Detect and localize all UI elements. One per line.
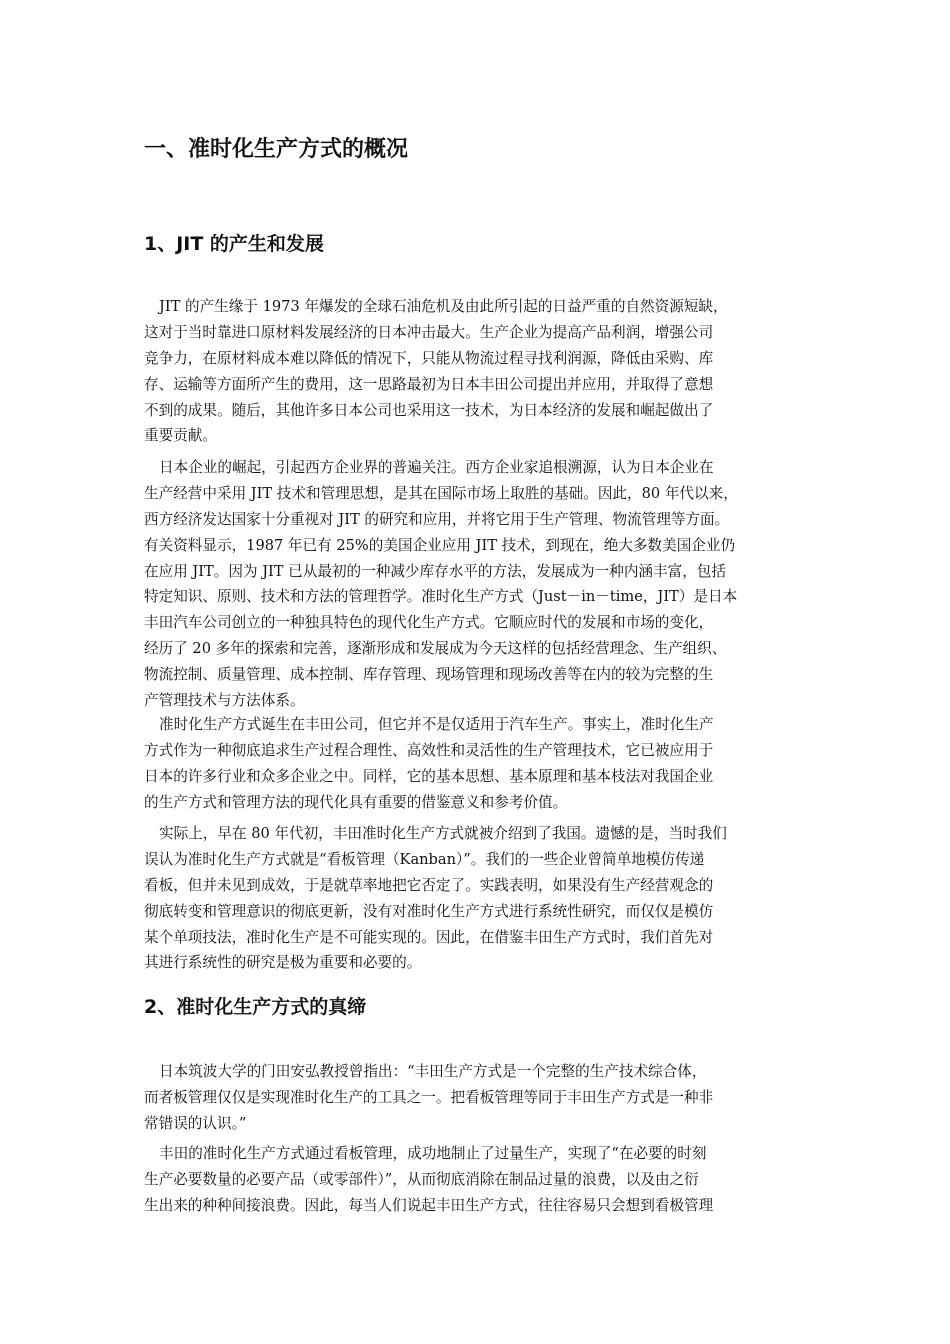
paragraph-monden-quote	[144, 1059, 824, 1137]
section-heading-jit-overview: 一、准时化生产方式的概况	[144, 137, 409, 162]
paragraph-toyota-applicability	[144, 712, 824, 816]
text-line: 有关资料显示，1987 年已有 25%的美国企业应用 JIT 技术，到现在，绝大多数美国企业仍	[144, 536, 736, 554]
text-line: 日本企业的崛起，引起西方企业界的普遍关注。西方企业家追根溯源，认为日本企业在	[159, 459, 714, 476]
text-line: 竞争力，在原材料成本难以降低的情况下，只能从物流过程寻找利润源，降低由采购、库	[144, 349, 714, 367]
text-line: 丰田的准时化生产方式通过看板管理，成功地制止了过量生产，实现了“在必要的时刻	[159, 1145, 707, 1162]
text-line: 某个单项技法，准时化生产是不可能实现的。因此，在借鉴丰田生产方式时，我们首先对	[144, 928, 714, 946]
text-line: 的生产方式和管理方法的现代化具有重要的借鉴意义和参考价值。	[144, 793, 568, 811]
text-line: 经历了 20 多年的探索和完善，逐渐形成和发展成为今天这样的包括经营理念、生产组织、	[144, 640, 727, 658]
text-line: JIT 的产生缘于 1973 年爆发的全球石油危机及由此所引起的日益严重的自然资源短缺，	[159, 298, 728, 315]
text-line: 在应用 JIT。因为 JIT 已从最初的一种减少库存水平的方法，发展成为一种内涵丰富，包括	[144, 562, 726, 580]
text-line: 看板，但并未见到成效，于是就草率地把它否定了。实践表明，如果没有生产经营观念的	[144, 876, 714, 894]
text-line: 其进行系统性的研究是极为重要和必要的。	[144, 954, 422, 972]
text-line: 生产必要数量的必要产品（或零部件）”，从而彻底消除在制品过量的浪费，以及由之衍	[144, 1170, 699, 1188]
paragraph-western-attention	[144, 455, 824, 714]
text-line: 生出来的种种间接浪费。因此，每当人们说起丰田生产方式，往往容易只会想到看极管理	[144, 1196, 714, 1214]
text-line: 实际上，早在 80 年代初，丰田准时化生产方式就被介绍到了我国。遗憾的是，当时我们	[159, 825, 727, 842]
text-line: 彻底转变和管理意识的彻底更新，没有对准时化生产方式进行系统性研究，而仅仅是模仿	[144, 902, 714, 920]
text-line: 准时化生产方式诞生在丰田公司，但它并不是仅适用于汽车生产。事实上，准时化生产	[159, 716, 714, 733]
paragraph-oil-crisis	[144, 294, 824, 449]
text-line: 产管理技术与方法体系。	[144, 692, 305, 710]
subsection-heading-jit-essence: 2、准时化生产方式的真缔	[144, 996, 367, 1018]
text-line: 丰田汽车公司创立的一种独具特色的现代化生产方式。它顺应时代的发展和市场的变化，	[144, 614, 714, 632]
text-line: 常错误的认识。”	[144, 1114, 247, 1132]
text-line: 日本的许多行业和众多企业之中。同样，它的基本思想、基本原理和基本枝法对我国企业	[144, 767, 714, 785]
text-line: 重要贡献。	[144, 427, 217, 445]
paragraph-kanban-management	[144, 1141, 824, 1219]
text-line: 不到的成果。随后，其他许多日本公司也采用这一技术，为日本经济的发展和崛起做出了	[144, 401, 714, 419]
text-line: 这对于当时靠进口原材料发展经济的日本冲击最大。生产企业为提高产品利润，增强公司	[144, 323, 714, 341]
text-line: 日本筑波大学的门田安弘教授曾指出：“丰田生产方式是一个完整的生产技术综合体，	[159, 1063, 707, 1080]
text-line: 误认为准时化生产方式就是“看板管理（Kanban）”。我们的一些企业曾简单地模仿传递	[144, 850, 705, 868]
text-line: 而者板管理仅仅是实现准时化生产的工具之一。把看板管理等同于丰田生产方式是一种非	[144, 1088, 714, 1106]
paragraph-china-introduction	[144, 821, 824, 976]
text-line: 物流控制、质量管理、成本控制、库存管理、现场管理和现场改善等在内的较为完整的生	[144, 666, 714, 684]
text-line: 存、运输等方面所产生的费用，这一思路最初为日本丰田公司提出并应用，并取得了意想	[144, 375, 714, 393]
text-line: 西方经济发达国家十分重视对 JIT 的研究和应用，并将它用于生产管理、物流管理等方面。	[144, 510, 730, 528]
text-line: 特定知识、原则、技术和方法的管理哲学。准时化生产方式（Just－in－time，JIT）是日本	[144, 588, 738, 606]
text-line: 方式作为一种彻底追求生产过程合理性、高效性和灵活性的生产管理技术，它已被应用于	[144, 741, 714, 759]
text-line: 生产经营中采用 JIT 技术和管理思想，是其在国际市场上取胜的基础。因此，80 年代以来，	[144, 484, 738, 502]
subsection-heading-jit-origin: 1、JIT 的产生和发展	[144, 233, 324, 255]
